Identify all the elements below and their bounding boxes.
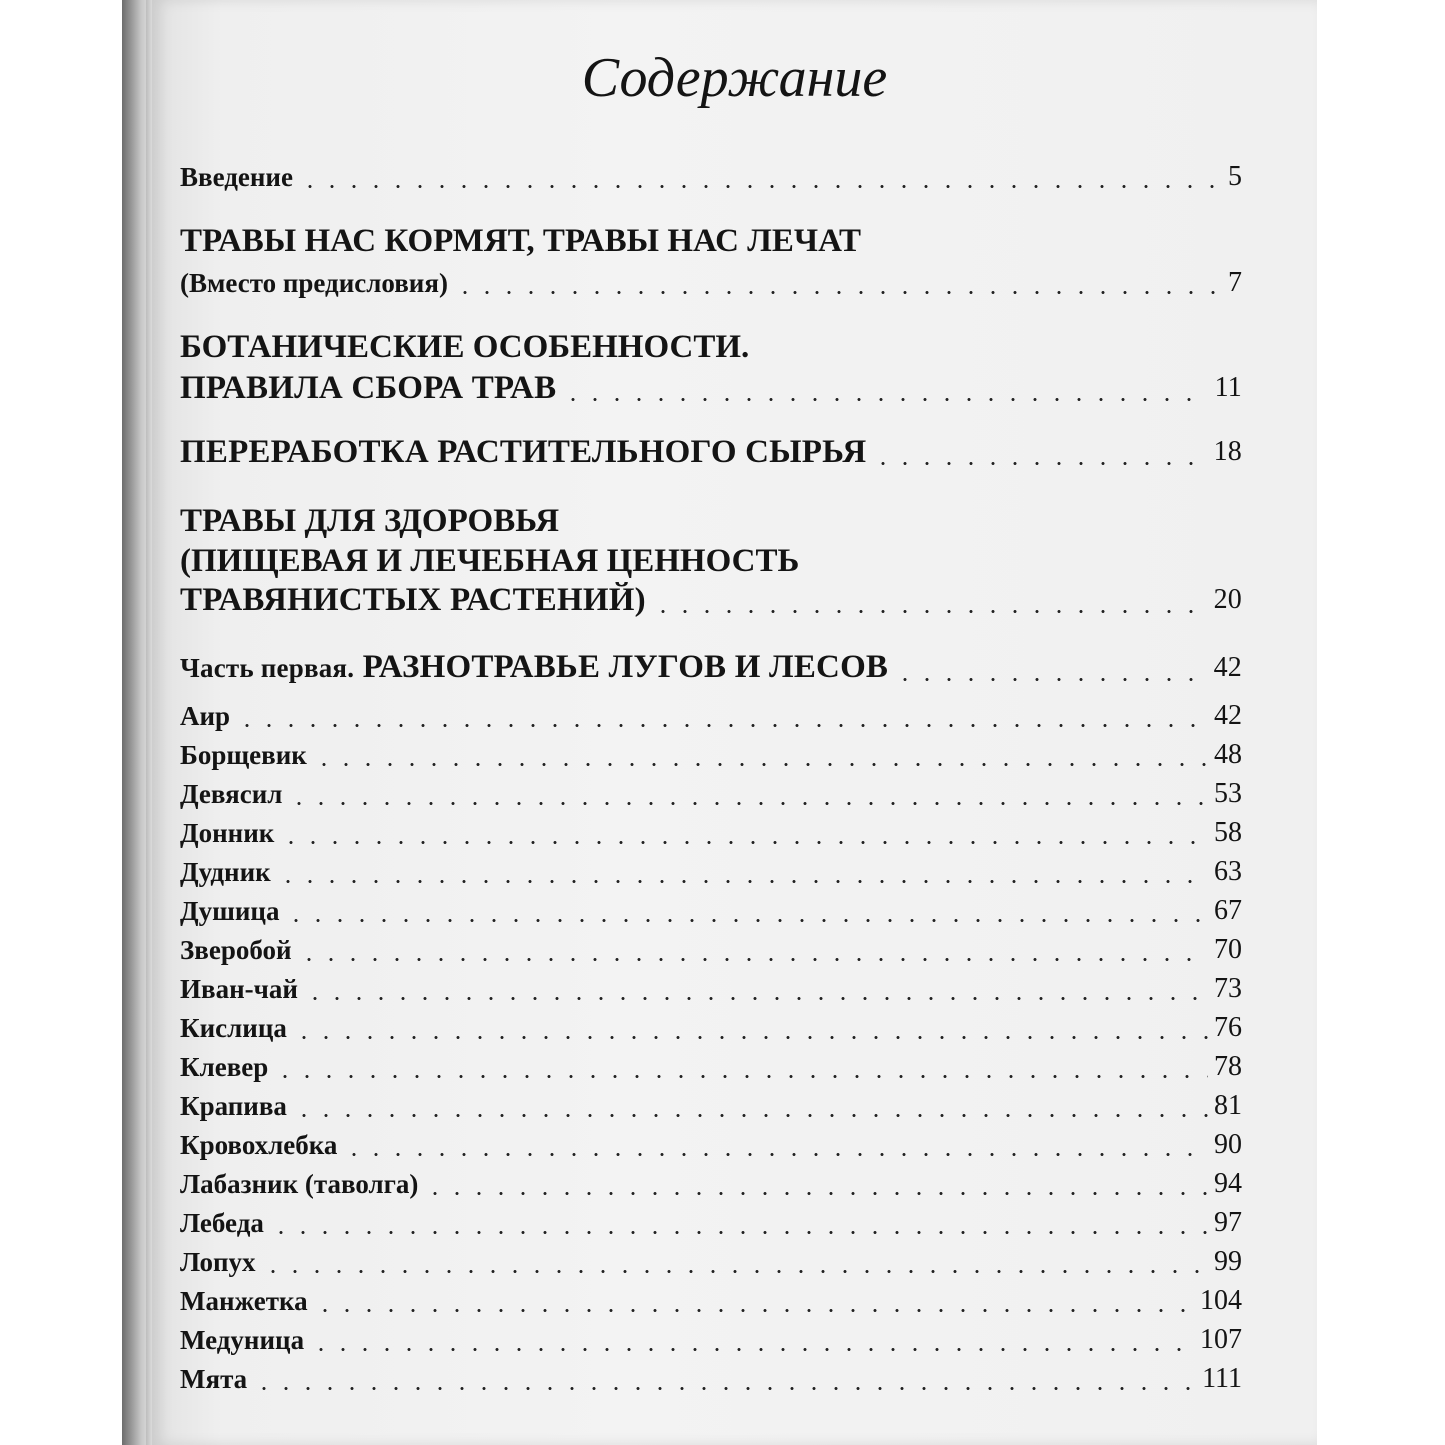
dot-leader (304, 997, 1208, 1000)
dot-leader (314, 1309, 1194, 1312)
toc-herb-entry (180, 1011, 1242, 1045)
dot-leader (285, 919, 1208, 922)
dot-leader (872, 462, 1207, 465)
toc-heading-line: ТРАВЫ НАС КОРМЯТ, ТРАВЫ НАС ЛЕЧАТ (180, 223, 862, 259)
toc-entry-title: Душица (180, 896, 280, 926)
dot-leader (310, 1348, 1194, 1351)
dot-leader (313, 763, 1208, 766)
toc-herb-entry (180, 1128, 1242, 1162)
toc-heading-line: ТРАВЫ ДЛЯ ЗДОРОВЬЯ (180, 503, 560, 539)
dot-leader (288, 802, 1208, 805)
dot-leader (894, 678, 1207, 681)
toc-page-number: 78 (1214, 1051, 1242, 1082)
toc-heading-line: БОТАНИЧЕСКИЕ ОСОБЕННОСТИ. (180, 329, 750, 365)
toc-page-number: 58 (1214, 817, 1242, 848)
dot-leader (277, 880, 1208, 883)
toc-page-number: 20 (1213, 584, 1242, 615)
toc-page-number: 73 (1214, 973, 1242, 1004)
toc-entry-title: Зверобой (180, 935, 292, 965)
toc-herb-entry (180, 1323, 1242, 1357)
toc-entry-botany (180, 369, 1242, 407)
toc-entry-title: Аир (180, 701, 231, 731)
toc-page-number: 42 (1214, 700, 1242, 731)
toc-entry-processing (180, 433, 1242, 471)
toc-herb-entry (180, 816, 1242, 850)
toc-herb-entry (180, 933, 1242, 967)
dot-leader (424, 1192, 1208, 1195)
toc-entry-title: Крапива (180, 1091, 287, 1121)
toc-herb-entry (180, 1167, 1242, 1201)
toc-herb-entry (180, 738, 1242, 772)
dot-leader (299, 185, 1222, 188)
toc-entry-title: ПРАВИЛА СБОРА ТРАВ (180, 370, 557, 406)
toc-entry-title: Лопух (180, 1247, 256, 1277)
toc-page-number: 67 (1214, 895, 1242, 926)
toc-entry-title: Введение (180, 162, 293, 192)
toc-entry-title: Лебеда (180, 1208, 264, 1238)
page-title: Содержание (581, 47, 888, 109)
toc-entry-preface (180, 266, 1242, 300)
toc-entry-health (180, 581, 1242, 619)
toc-page-number: 7 (1228, 267, 1242, 298)
toc-herb-entry (180, 1284, 1242, 1318)
dot-leader (298, 958, 1208, 961)
toc-page-number: 42 (1213, 652, 1242, 683)
toc-page-number: 5 (1228, 161, 1242, 192)
dot-leader (236, 724, 1208, 727)
toc-herb-entry (180, 855, 1242, 889)
toc-entry-part-one (180, 648, 1242, 687)
part-name: РАЗНОТРАВЬЕ ЛУГОВ И ЛЕСОВ (362, 649, 889, 685)
toc-entry-title: Дудник (180, 857, 271, 887)
toc-page-number: 111 (1202, 1363, 1242, 1394)
toc-entry-intro (180, 160, 1242, 194)
toc-herb-entry (180, 1362, 1242, 1396)
dot-leader (253, 1387, 1196, 1390)
toc-herb-entry (180, 894, 1242, 928)
toc-entry-title: (Вместо предисловия) (180, 268, 448, 298)
part-label: Часть первая. (180, 653, 355, 683)
toc-herb-entry (180, 1089, 1242, 1123)
toc-herb-entry (180, 777, 1242, 811)
toc-page-number: 94 (1214, 1168, 1242, 1199)
toc-page-number: 76 (1214, 1012, 1242, 1043)
toc-page-number: 18 (1213, 436, 1242, 467)
toc-herb-entry (180, 1050, 1242, 1084)
toc-page-number: 11 (1214, 372, 1242, 403)
dot-leader (280, 841, 1208, 844)
toc-heading-line: (ПИЩЕВАЯ И ЛЕЧЕБНАЯ ЦЕННОСТЬ (180, 543, 800, 579)
toc-entry-title: Донник (180, 818, 275, 848)
toc-entry-title (180, 648, 888, 687)
dot-leader (293, 1036, 1208, 1039)
toc-page-number: 48 (1214, 739, 1242, 770)
toc-page-number: 81 (1214, 1090, 1242, 1121)
toc-herb-entry (180, 1245, 1242, 1279)
toc-page-number: 107 (1200, 1324, 1242, 1355)
toc-entry-title: ТРАВЯНИСТЫХ РАСТЕНИЙ) (180, 582, 646, 618)
toc-page-number: 63 (1214, 856, 1242, 887)
toc-page-number: 70 (1214, 934, 1242, 965)
toc-herb-entry (180, 1206, 1242, 1240)
toc-entry-title: Кровохлебка (180, 1130, 338, 1160)
dot-leader (293, 1114, 1208, 1117)
toc-entry-title: Лабазник (таволга) (180, 1169, 419, 1199)
toc-page-number: 99 (1214, 1246, 1242, 1277)
toc-page (152, 0, 1317, 1445)
toc-entry-title: Борщевик (180, 740, 307, 770)
toc-herb-entry (180, 699, 1242, 733)
dot-leader (562, 398, 1208, 401)
toc-entry-title: Девясил (180, 779, 283, 809)
toc-entry-title: ПЕРЕРАБОТКА РАСТИТЕЛЬНОГО СЫРЬЯ (180, 434, 867, 470)
toc-entry-title: Иван-чай (180, 974, 298, 1004)
toc-entry-title: Медуница (180, 1325, 305, 1355)
toc-page-number: 97 (1214, 1207, 1242, 1238)
dot-leader (454, 291, 1222, 294)
toc-entry-title: Мята (180, 1364, 248, 1394)
dot-leader (652, 610, 1208, 613)
toc-herb-entry (180, 972, 1242, 1006)
toc-entry-title: Клевер (180, 1052, 269, 1082)
dot-leader (270, 1231, 1208, 1234)
dot-leader (343, 1153, 1208, 1156)
toc-entry-title: Манжетка (180, 1286, 308, 1316)
toc-page-number: 104 (1200, 1285, 1242, 1316)
dot-leader (262, 1270, 1208, 1273)
toc-page-number: 53 (1214, 778, 1242, 809)
toc-entry-title: Кислица (180, 1013, 287, 1043)
dot-leader (274, 1075, 1208, 1078)
toc-page-number: 90 (1214, 1129, 1242, 1160)
